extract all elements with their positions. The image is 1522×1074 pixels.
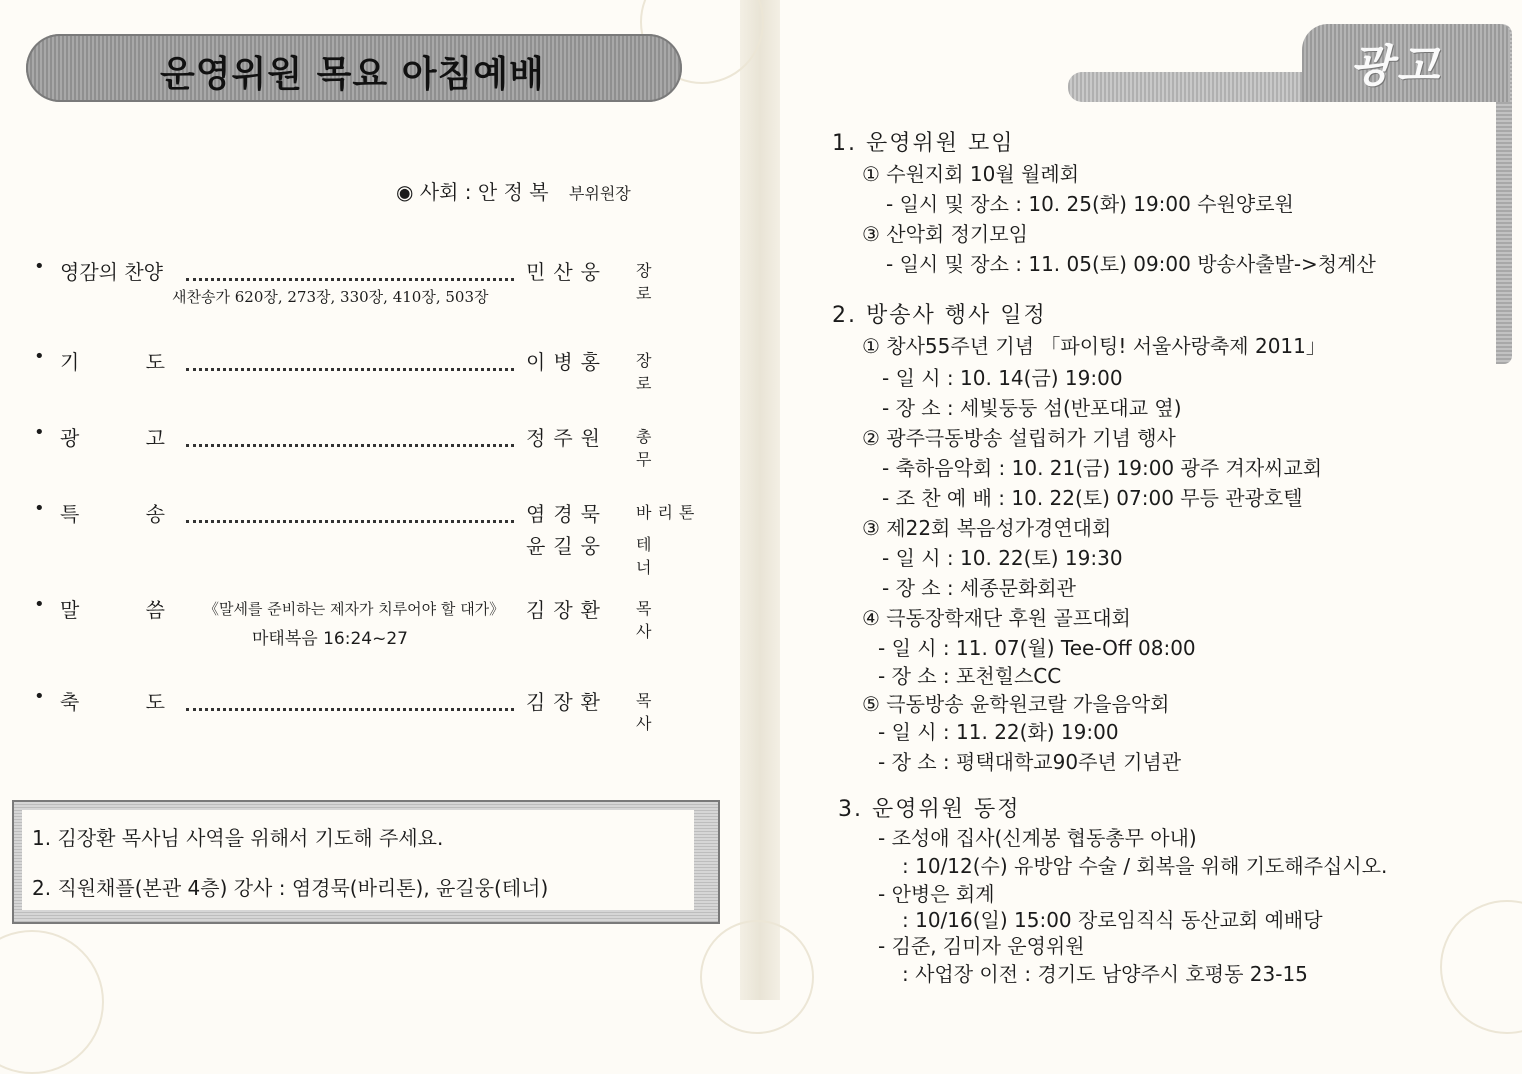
page-gutter (740, 0, 780, 1000)
order-person: 염경묵 (526, 502, 608, 526)
bullet: • (34, 594, 45, 615)
sermon-scripture: 마태복음 16:24~27 (252, 629, 408, 649)
announcement-line: - 조성애 집사(신계봉 협동총무 아내) (878, 826, 1197, 850)
announcement-line: - 장 소 : 포천힐스CC (878, 664, 1062, 688)
announcement-line: - 장 소 : 평택대학교90주년 기념관 (878, 750, 1182, 774)
dotted-leader (186, 686, 514, 711)
order-label: 특 송 (60, 502, 165, 526)
order-person: 김장환 (526, 598, 608, 622)
announcement-line: ② 광주극동방송 설립허가 기념 행사 (862, 426, 1176, 450)
order-person: 민산웅 (526, 260, 608, 284)
announcement-line: ① 수원지회 10월 월례회 (862, 162, 1080, 186)
announcement-line: ④ 극동장학재단 후원 골프대회 (862, 606, 1131, 630)
order-role: 테 너 (636, 535, 670, 577)
order-item-announcement (34, 422, 714, 469)
announcement-title: 광고 (1350, 41, 1444, 92)
presider-line (396, 176, 631, 205)
announcement-line: - 안병은 회계 (878, 882, 995, 906)
order-person: 김장환 (526, 690, 608, 714)
announcement-line: - 일 시 : 10. 22(토) 19:30 (882, 546, 1123, 570)
dotted-leader (186, 256, 514, 281)
order-item-benediction (34, 686, 714, 733)
bullet: • (34, 422, 45, 443)
announcement-line: ⑤ 극동방송 윤학원코랄 가을음악회 (862, 692, 1170, 716)
presider-role: 부위원장 (568, 184, 631, 203)
announcement-line: ① 창사55주년 기념 「파이팅! 서울사랑축제 2011」 (862, 334, 1326, 358)
dotted-leader (186, 498, 514, 523)
order-label: 축 도 (60, 690, 165, 714)
prayer-request-1: 1. 김장환 목사님 사역을 위해서 기도해 주세요. (32, 826, 444, 850)
order-role: 목 사 (636, 691, 670, 733)
announcement-line: - 조 찬 예 배 : 10. 22(토) 07:00 무등 관광호텔 (882, 486, 1303, 510)
announcement-line: - 장 소 : 세종문화회관 (882, 576, 1076, 600)
dotted-leader (186, 422, 514, 447)
order-role: 장 로 (636, 261, 670, 303)
announcement-line: - 일시 및 장소 : 10. 25(화) 19:00 수원양로원 (886, 192, 1294, 216)
ornament-flourish (700, 920, 814, 1034)
announcement-line: - 일 시 : 10. 14(금) 19:00 (882, 366, 1123, 390)
announcement-line: - 김준, 김미자 운영위원 (878, 934, 1085, 958)
sermon-title: 《말세를 준비하는 제자가 치루어야 할 대가》 (204, 600, 505, 618)
page-title: 운영위원 목요 아침예배 (160, 54, 545, 95)
bullet: • (34, 498, 45, 519)
order-role: 목 사 (636, 599, 670, 641)
announcement-line: - 일 시 : 11. 07(월) Tee-Off 08:00 (878, 636, 1196, 660)
announcement-line: - 일시 및 장소 : 11. 05(토) 09:00 방송사출발->청계산 (886, 252, 1376, 276)
bullet: • (34, 686, 45, 707)
order-label: 광 고 (60, 426, 165, 450)
order-person: 윤길웅 (526, 534, 608, 558)
order-item-prayer (34, 346, 714, 393)
order-role: 바리톤 (636, 503, 701, 522)
announcement-heading: 2. 방송사 행사 일정 (832, 303, 1047, 328)
dotted-leader (186, 346, 514, 371)
order-label: 영감의 찬양 (60, 260, 163, 284)
hymn-numbers: 새찬송가 620장, 273장, 330장, 410장, 503장 (172, 288, 489, 306)
bullet: • (34, 346, 45, 367)
bullet: • (34, 256, 45, 277)
announcement-line: - 일 시 : 11. 22(화) 19:00 (878, 720, 1119, 744)
announcement-line: - 축하음악회 : 10. 21(금) 19:00 광주 겨자씨교회 (882, 456, 1323, 480)
order-label: 말 씀 (60, 598, 165, 622)
announcement-heading: 1. 운영위원 모임 (832, 131, 1015, 156)
announcement-line: ③ 산악회 정기모임 (862, 222, 1028, 246)
announcement-line: : 사업장 이전 : 경기도 남양주시 호평동 23-15 (902, 962, 1308, 986)
order-person: 정주원 (526, 426, 608, 450)
presider-label: ◉ 사회 : 안 정 복 (396, 180, 549, 204)
order-person: 이병홍 (526, 350, 608, 374)
order-label: 기 도 (60, 350, 165, 374)
announcement-line: : 10/12(수) 유방암 수술 / 회복을 위해 기도해주십시오. (902, 854, 1388, 878)
order-role: 총 무 (636, 427, 670, 469)
order-role: 장 로 (636, 351, 670, 393)
announcement-heading: 3. 운영위원 동정 (838, 797, 1021, 822)
announcement-line: - 장 소 : 세빛둥둥 섬(반포대교 옆) (882, 396, 1182, 420)
order-item-special-song-second (34, 530, 714, 577)
prayer-request-2: 2. 직원채플(본관 4층) 강사 : 염경묵(바리톤), 윤길웅(테너) (32, 876, 549, 900)
announcement-line: ③ 제22회 복음성가경연대회 (862, 516, 1112, 540)
announcement-line: : 10/16(일) 15:00 장로임직식 동산교회 예배당 (902, 908, 1323, 932)
